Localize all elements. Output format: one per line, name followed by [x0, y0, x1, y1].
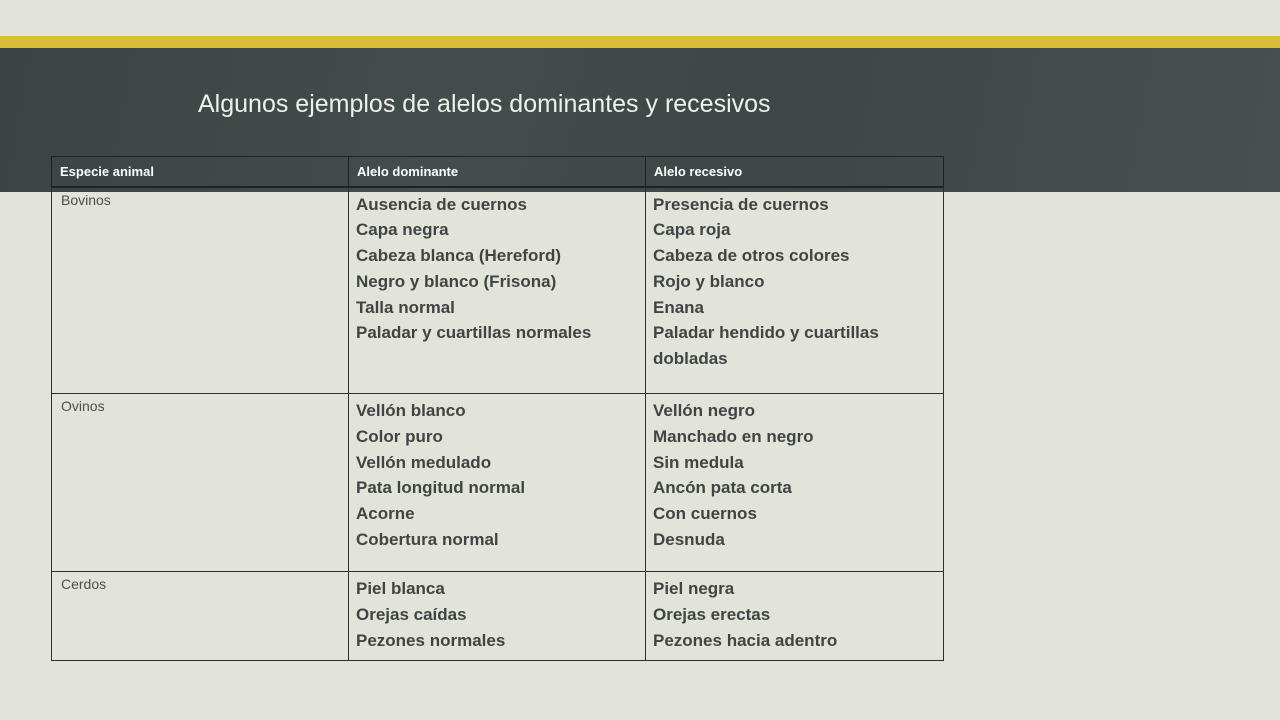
allele-item: Negro y blanco (Frisona): [356, 271, 557, 291]
alleles-table: [51, 156, 944, 661]
accent-bar: [0, 36, 1280, 48]
allele-item: Talla normal: [356, 297, 455, 317]
allele-item: Orejas erectas: [653, 604, 771, 624]
allele-item: Paladar hendido y cuartillas: [653, 323, 879, 343]
allele-item: Ancón pata corta: [653, 478, 792, 498]
allele-item: Pata longitud normal: [356, 478, 526, 498]
allele-item: Paladar y cuartillas normales: [356, 323, 592, 343]
allele-item: Acorne: [356, 504, 415, 524]
allele-item: Piel blanca: [356, 579, 445, 598]
allele-item: Ausencia de cuernos: [356, 194, 528, 214]
recessive-cell: [646, 394, 944, 572]
dominant-cell: [349, 572, 646, 661]
allele-item: Rojo y blanco: [653, 271, 765, 291]
allele-item: Presencia de cuernos: [653, 194, 829, 214]
recessive-cell: [646, 572, 944, 661]
allele-item: dobladas: [653, 349, 728, 369]
allele-item: Cabeza de otros colores: [653, 246, 850, 266]
allele-item: Capa roja: [653, 220, 731, 240]
dominant-cell: [349, 394, 646, 572]
allele-item: Vellón blanco: [356, 401, 466, 420]
header-dominant: Alelo dominante: [349, 157, 646, 187]
table-row: [52, 187, 944, 394]
allele-item: Pezones normales: [356, 630, 506, 650]
recessive-cell: [646, 187, 944, 394]
species-cell: Ovinos: [52, 394, 349, 572]
dominant-cell: [349, 187, 646, 394]
allele-item: Orejas caídas: [356, 604, 467, 624]
allele-item: Con cuernos: [653, 504, 757, 524]
allele-item: Desnuda: [653, 529, 725, 549]
allele-item: Color puro: [356, 426, 443, 446]
allele-item: Capa negra: [356, 220, 449, 240]
allele-item: Vellón negro: [653, 401, 756, 420]
allele-item: Enana: [653, 297, 705, 317]
species-cell: Cerdos: [52, 572, 349, 661]
allele-item: Manchado en negro: [653, 426, 814, 446]
table-header-row: [52, 157, 944, 187]
table-row: [52, 394, 944, 572]
table-row: [52, 572, 944, 661]
slide-title: Algunos ejemplos de alelos dominantes y recesivos: [198, 90, 771, 118]
allele-item: Cobertura normal: [356, 529, 499, 549]
allele-item: Cabeza blanca (Hereford): [356, 246, 561, 266]
header-recessive: Alelo recesivo: [646, 157, 944, 187]
species-cell: Bovinos: [52, 187, 349, 394]
allele-item: Vellón medulado: [356, 452, 492, 472]
allele-item: Piel negra: [653, 579, 735, 598]
allele-item: Pezones hacia adentro: [653, 630, 838, 650]
allele-item: Sin medula: [653, 452, 744, 472]
header-species: Especie animal: [52, 157, 349, 187]
